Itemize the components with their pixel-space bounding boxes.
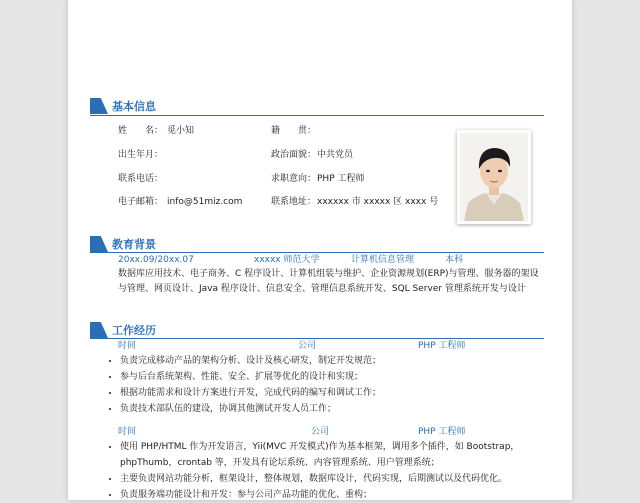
job-duties-list: [104, 439, 558, 503]
profile-photo: [457, 130, 531, 224]
email-label: 电子邮箱：: [118, 197, 164, 207]
list-item: • 根据功能需求和设计方案进行开发，完成代码的编写和调试工作；: [120, 385, 558, 401]
section-divider: [90, 338, 544, 339]
job-time: 时间: [118, 341, 137, 351]
edu-courses: 数据库应用技术、电子商务、C 程序设计、计算机组装与维护、企业资源规划(ERP)与管理、服务器的架设与管理、网页设计、Java 程序设计、信息安全、管理信息系统开发、SQL Server 管理系统开发与设计: [118, 269, 539, 294]
list-item: • 参与后台系统架构、性能、安全、扩展等优化的设计和实现；: [120, 369, 558, 385]
intent-label: 求职意向：: [271, 174, 317, 184]
job-position: PHP 工程师: [418, 427, 466, 437]
list-item: • 负责服务端功能设计和开发：参与公司产品功能的优化、重构；: [120, 487, 558, 503]
edu-degree: 本科: [445, 255, 464, 265]
section-basic-info: [90, 98, 156, 114]
politics-label: 政治面貌：: [271, 150, 317, 160]
job-company: 公司: [298, 341, 317, 351]
phone-label: 联系电话：: [118, 174, 164, 184]
section-title: 教育背景: [112, 238, 156, 251]
section-divider: [90, 115, 544, 116]
email-value: info@51miz.com: [167, 197, 243, 207]
job-time: 时间: [118, 427, 137, 437]
list-item: • 使用 PHP/HTML 作为开发语言，Yii(MVC 开发模式)作为基本框架，调用多个插件，如 Bootstrap，phpThumb，crontab 等，开发具有论坛系统、内容管理系统、用户管理系统；: [120, 439, 558, 471]
birth-label: 出生年月：: [118, 150, 164, 160]
section-title: 工作经历: [112, 324, 156, 337]
name-label: 姓 名：: [118, 126, 164, 136]
section-tab-icon: [90, 322, 108, 338]
edu-major: 计算机信息管理: [351, 255, 415, 265]
portrait-avatar-icon: [460, 133, 528, 221]
job-company: 公司: [311, 427, 330, 437]
edu-school: xxxxx 师范大学: [254, 255, 320, 265]
section-tab-icon: [90, 236, 108, 252]
section-title: 基本信息: [112, 100, 156, 113]
list-item: • 主要负责网站功能分析，框架设计，整体规划，数据库设计，代码实现，后期测试以及代码优化。: [120, 471, 558, 487]
name-value: 觅小知: [167, 126, 195, 136]
list-item: • 负责技术部队伍的建设，协调其他测试开发人员工作；: [120, 401, 558, 417]
politics-value: 中共党员: [317, 150, 354, 160]
intent-value: PHP 工程师: [317, 174, 365, 184]
section-divider: [90, 252, 544, 253]
job-duties-list: [104, 353, 558, 417]
section-education: [90, 236, 156, 252]
resume-page: [68, 0, 572, 500]
section-tab-icon: [90, 98, 108, 114]
address-value: xxxxxx 市 xxxxx 区 xxxx 号: [317, 197, 439, 207]
address-label: 联系地址：: [271, 197, 317, 207]
job-position: PHP 工程师: [418, 341, 466, 351]
section-work: [90, 322, 156, 338]
edu-period: 20xx.09/20xx.07: [118, 255, 194, 265]
native-label: 籍 贯：: [271, 126, 317, 136]
list-item: • 负责完成移动产品的架构分析、设计及核心研发，制定开发规范；: [120, 353, 558, 369]
